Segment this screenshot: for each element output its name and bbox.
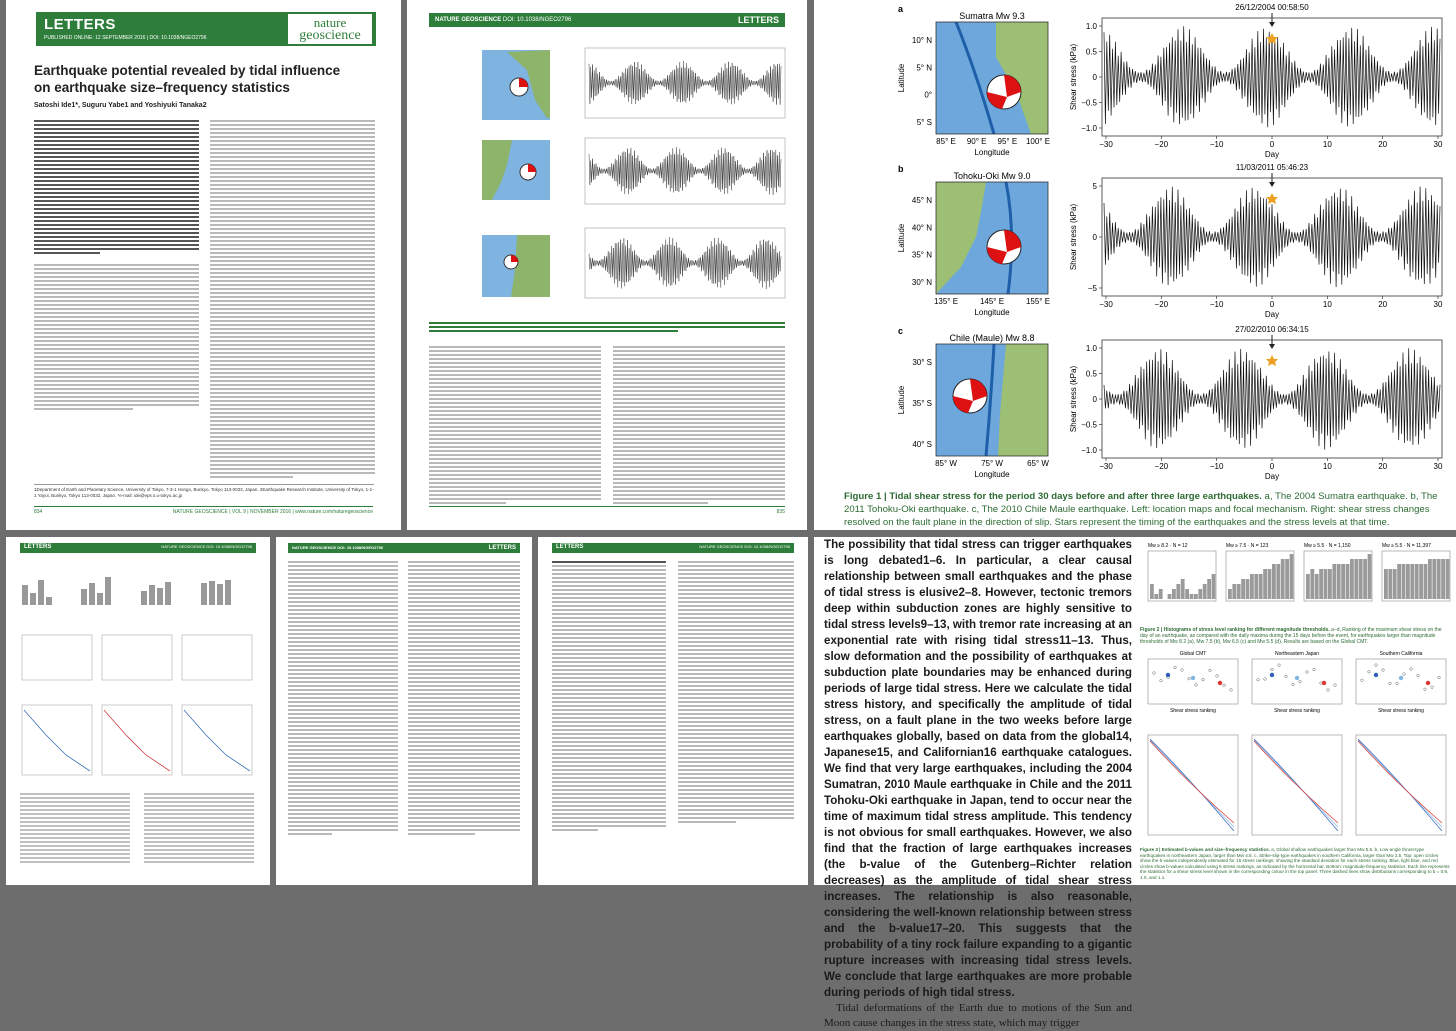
lon-tick: 100° E <box>1025 137 1051 146</box>
region-title: Southern California <box>1379 651 1423 657</box>
y-tick: −0.5 <box>1081 420 1097 430</box>
panel-c <box>897 325 1443 481</box>
stress-plot <box>1069 178 1443 319</box>
hist-bar <box>1276 564 1280 599</box>
lon-tick: 155° E <box>1025 297 1051 306</box>
x-tick: 30 <box>1433 300 1443 309</box>
y-tick: 0 <box>1092 233 1097 242</box>
fig2-caption-rest: a–d, Ranking of the maximum shear stress on the day of an earthquake, as compared with the daily maxima during the 15 days before the event, for earthquakes larger than magnitude thresholds of Mw 8.2 (a), Mw 7.5 (b), Mw 6.5 (c) and Mw 5.5 (d). Results are based on the Global CMT. <box>1140 627 1442 645</box>
hist-bar <box>1393 569 1397 599</box>
star-icon <box>1266 355 1278 366</box>
x-tick: 0 <box>1269 300 1275 309</box>
lat-tick: 30° N <box>911 278 932 287</box>
banner-doi: PUBLISHED ONLINE: 12 SEPTEMBER 2016 | DOI: 10.1038/NGEO2796 <box>44 35 207 41</box>
page2-number: 835 <box>776 509 785 515</box>
histogram-4 <box>1382 543 1450 601</box>
stress-plot <box>1069 340 1443 481</box>
b-value-marker <box>1285 675 1288 678</box>
figure-1-thumbnail <box>407 30 807 350</box>
page-837 <box>276 537 532 885</box>
b-value-marker <box>1431 686 1434 689</box>
map-xlabel: Longitude <box>974 148 1010 157</box>
event-datetime: 27/02/2010 06:34:15 <box>1235 325 1309 334</box>
journal-logo <box>287 13 373 45</box>
figure-3-caption <box>1140 847 1450 881</box>
author-list: Satoshi Ide1*, Suguru Yabe1 and Yoshiyuki Tanaka2 <box>34 102 207 109</box>
lat-tick: 40° N <box>911 223 932 233</box>
hist-bar <box>1154 594 1158 599</box>
hist-bar <box>1246 579 1250 599</box>
b-value-marker <box>1389 682 1392 685</box>
x-tick: −30 <box>1099 140 1113 149</box>
lon-tick: 95° E <box>997 137 1018 146</box>
caption-bold: Figure 1 | Tidal shear stress for the period 30 days before and after three large earthquakes. <box>844 491 1262 502</box>
hist-bar <box>1241 579 1245 599</box>
x-tick: 0 <box>1269 140 1275 149</box>
b-value-marker <box>1153 672 1156 675</box>
hist-bar <box>1388 569 1392 599</box>
hist-bar <box>1341 564 1345 599</box>
hist-bar <box>1250 574 1254 599</box>
fig2-caption-bold: Figure 2 | Histograms of stress level ranking for different magnitude thresholds. <box>1140 627 1330 633</box>
banner-journal: NATURE GEOSCIENCE <box>435 17 502 23</box>
hist-bar <box>1402 564 1406 599</box>
y-tick: −1.0 <box>1081 446 1097 455</box>
arrow-head <box>1269 344 1275 349</box>
hist-bar <box>1437 559 1441 599</box>
arrow-head <box>1269 182 1275 187</box>
hist-bar <box>1441 559 1445 599</box>
event-datetime: 26/12/2004 00:58:50 <box>1235 3 1309 12</box>
b-value-marker <box>1195 684 1198 687</box>
y-tick: 0 <box>1092 395 1097 404</box>
lat-tick: 0° <box>924 90 932 100</box>
x-tick: −20 <box>1154 462 1169 471</box>
b-value-marker <box>1271 668 1274 671</box>
hist-bar <box>1432 559 1436 599</box>
b-value-marker <box>1292 683 1295 686</box>
b-value-marker <box>1313 668 1316 671</box>
zoomed-abstract <box>814 537 1456 1029</box>
page-838 <box>538 537 808 885</box>
hist-bar <box>1259 574 1263 599</box>
hist-bar <box>1324 569 1328 599</box>
x-tick: −10 <box>1209 140 1224 149</box>
histogram-1 <box>1148 543 1216 601</box>
title-line-1: Earthquake potential revealed by tidal influence <box>34 63 341 78</box>
lat-tick: 30° S <box>912 358 932 367</box>
hist-bar <box>1232 584 1236 599</box>
abstract-bold: The possibility that tidal stress can trigger earthquakes is long debated1–6. In particular, a clear causal relationship between small earthquakes and the phase of tidal stress is elusive2–8. However, tectonic tremors deep within subduction zones are highly sensitive to tidal stress levels9–13, with tremor rate increasing at an exponential rate with rising tidal stress11–13. Thus, slow deformation and the possibility of earthquakes at subduction plate boundaries may be enhanced during periods of large tidal stress. Here we calculate the tidal stress history, and specifically the amplitude of tidal stress, on a fault plane in the two weeks before large earthquakes globally, based on data from the global14, Japanese15, and Californian16 earthquake catalogues. We find that very large earthquakes, including the 2004 Sumatran, 2010 Maule earthquake in Chile and the 2011 Tohoku-Oki earthquake in Japan, tend to occur near the time of maximum tidal stress amplitude. This tendency is not obvious for small earthquakes. However, we also find that the fraction of large earthquakes increases (the b-value of the Gutenberg–Richter relation decreases) as the amplitude of tidal shear stress increases. The relationship is also reasonable, considering the well-known relationship between stress and the b-value17–20. This suggests that the probability of a tiny rock failure expanding to a gigantic rupture increases with increasing tidal stress levels. We conclude that large earthquakes are more probable during periods of high tidal stress. <box>824 538 1133 999</box>
lon-tick: 135° E <box>933 297 959 306</box>
p5-banner <box>552 543 794 553</box>
hist-bar <box>1406 564 1410 599</box>
title-line-2: on earthquake size–frequency statistics <box>34 80 290 95</box>
p4-banner-doi: NATURE GEOSCIENCE DOI: 10.1038/NGEO2796 <box>292 545 384 550</box>
hist-bar <box>1346 564 1350 599</box>
p5-banner-letters: LETTERS <box>556 544 584 550</box>
fig3-caption-bold: Figure 3 | Estimated b-values and size–frequency statistics. <box>1140 847 1270 852</box>
p3-banner <box>20 543 256 553</box>
b-value-marker <box>1403 673 1406 676</box>
y-tick: 0.5 <box>1085 369 1097 379</box>
x-label: Day <box>1264 150 1280 159</box>
b-value-marker <box>1223 684 1226 687</box>
body-start: Tidal deformations of the Earth due to motions of the Sun and Moon cause changes in the stress state, which may trigger <box>824 1002 1132 1029</box>
map-ylabel: Latitude <box>897 385 906 415</box>
panel-letter: c <box>898 326 904 336</box>
b-value-marker <box>1160 679 1163 682</box>
page2-banner <box>429 13 785 27</box>
hist-bar <box>1290 554 1294 599</box>
hist-bar <box>1384 569 1388 599</box>
lat-tick: 45° N <box>911 196 932 205</box>
lat-tick: 35° N <box>911 250 932 260</box>
page-836 <box>6 537 270 885</box>
lon-tick: 145° E <box>979 297 1005 306</box>
hist-bar <box>1176 584 1180 599</box>
affiliations: 1Department of Earth and Planetary Science, University of Tokyo, 7-3-1 Hongo, Bunkyo, Tokyo 113-0033, Japan. 2Earthquake Research Institute, University of Tokyo, 1-1-1 Yayoi, Bunkyo, Tokyo 113-0032, Japan. *e-mail: ide@eps.s.u-tokyo.ac.jp <box>34 484 374 499</box>
hist-bar <box>1306 574 1310 599</box>
p3-banner-letters: LETTERS <box>24 544 52 550</box>
hist-bar <box>1424 564 1428 599</box>
figure-1-caption <box>844 490 1444 529</box>
hist-bar <box>1198 589 1202 599</box>
hist-bar <box>1185 589 1189 599</box>
hist-bar <box>1428 559 1432 599</box>
region-title: Global CMT <box>1179 651 1207 657</box>
map-title: Sumatra Mw 9.3 <box>959 11 1025 21</box>
lon-tick: 75° W <box>981 459 1003 468</box>
journal-logo-bottom: geoscience <box>299 28 361 43</box>
x-tick: −20 <box>1154 140 1169 149</box>
abstract-column <box>34 120 199 412</box>
lat-tick: 10° N <box>911 36 932 45</box>
b-value-marker <box>1417 674 1420 677</box>
hist-bar <box>1194 594 1198 599</box>
hist-bar <box>1281 559 1285 599</box>
size-frequency-curve <box>1358 740 1442 827</box>
y-tick: −5 <box>1087 284 1097 293</box>
p3-figures <box>6 555 270 885</box>
hist-bar <box>1203 584 1207 599</box>
land <box>998 344 1048 456</box>
location-map <box>936 182 1048 294</box>
x-tick: −20 <box>1154 300 1169 309</box>
hist-bar <box>1354 559 1358 599</box>
footer-text: NATURE GEOSCIENCE | VOL 9 | NOVEMBER 2016 | www.nature.com/naturegeoscience <box>172 509 373 515</box>
hist-bar <box>1172 589 1176 599</box>
lon-tick: 65° W <box>1027 459 1049 468</box>
panel-letter: b <box>898 164 904 174</box>
size-frequency-curve <box>1150 740 1234 827</box>
hist-title: Mw ≥ 5.5 · N = 1,150 <box>1304 543 1351 549</box>
hist-bar <box>1363 559 1367 599</box>
x-tick: 0 <box>1269 462 1275 471</box>
hist-bar <box>1263 569 1267 599</box>
p5-methods-column <box>552 561 666 833</box>
p5-methods-column-2 <box>678 561 794 825</box>
fig3-caption-rest: a, Global shallow earthquakes larger than Mw 5.5. b, Low-angle thrust-type earthquakes in northeastern Japan, larger than Mw 4.5. c, Strike-slip-type earthquakes in southern California, larger than Mw 2.5. Top: open circles show the b-values independently estimated for 15 stress rankings, showing the standard deviation for each stress ranking. Blue, light blue, and red circles show b-values calculated using 5 stress rankings, as indicated by the horizontal bar. Bottom: magnitude-frequency statistics. Each line represents the statistics for a shear stress level shown in the corresponding colour in the top panel. Three dashed lines show distributions corresponding to b = 0.9, 1.0, and 1.1. <box>1140 847 1450 880</box>
hist-bar <box>1419 564 1423 599</box>
lat-tick: 5° S <box>916 118 932 127</box>
hist-bar <box>1207 579 1211 599</box>
hist-bar <box>1228 589 1232 599</box>
hist-bar <box>1272 564 1276 599</box>
y-label: Shear stress (kPa) <box>1069 203 1078 271</box>
hist-bar <box>1310 569 1314 599</box>
hist-bar <box>1319 569 1323 599</box>
bvalue-panel-1 <box>1148 651 1238 835</box>
hist-bar <box>1337 564 1341 599</box>
x-tick: 10 <box>1322 462 1332 471</box>
page-835 <box>407 0 807 530</box>
panel-letter: a <box>898 4 904 14</box>
figure-1-large <box>814 0 1456 500</box>
hist-title: Mw ≥ 5.5 · N = 11,397 <box>1382 543 1431 549</box>
map-ylabel: Latitude <box>897 63 906 93</box>
lat-tick: 35° S <box>912 399 932 408</box>
y-tick: −0.5 <box>1081 98 1097 108</box>
location-map <box>936 22 1048 134</box>
b-value-marker <box>1438 676 1441 679</box>
hist-bar <box>1328 569 1332 599</box>
hist-bar <box>1446 559 1450 599</box>
b-value-marker <box>1382 669 1385 672</box>
figure-1-caption-thumb <box>429 322 785 334</box>
y-tick: 1.0 <box>1085 344 1097 353</box>
figure-3-bvalues <box>1140 647 1456 867</box>
b-value-marker <box>1396 682 1399 685</box>
hist-bar <box>1415 564 1419 599</box>
map-title: Chile (Maule) Mw 8.8 <box>949 333 1035 343</box>
panel-a <box>897 3 1443 159</box>
b-value-marker <box>1188 677 1191 680</box>
hist-bar <box>1368 554 1372 599</box>
hist-bar <box>1150 584 1154 599</box>
p5-banner-doi: NATURE GEOSCIENCE DOI: 10.1038/NGEO2796 <box>699 544 790 549</box>
panel-b <box>897 163 1443 319</box>
hist-bar <box>1159 589 1163 599</box>
b-value-marker <box>1424 688 1427 691</box>
x-tick: 10 <box>1322 300 1332 309</box>
page-footer <box>34 506 373 516</box>
abstract-text <box>824 537 1132 1031</box>
size-frequency-curve <box>1254 740 1338 827</box>
hist-bar <box>1359 559 1363 599</box>
figure-2-caption <box>1140 627 1450 645</box>
zoomed-figure-1 <box>814 0 1456 530</box>
bvalue-panel-3 <box>1356 651 1446 835</box>
region-title: Northeastern Japan <box>1275 651 1319 657</box>
x-tick: 30 <box>1433 140 1443 149</box>
x-tick: −10 <box>1209 300 1224 309</box>
b-value-marker <box>1299 680 1302 683</box>
b-value-marker <box>1202 678 1205 681</box>
stress-plot <box>1069 18 1443 159</box>
hist-bar <box>1285 559 1289 599</box>
x-tick: 20 <box>1378 140 1388 149</box>
map-title: Tohoku-Oki Mw 9.0 <box>953 171 1031 181</box>
hist-bar <box>1212 574 1216 599</box>
hist-bar <box>1168 594 1172 599</box>
b-value-marker <box>1216 675 1219 678</box>
b-value-marker <box>1334 684 1337 687</box>
x-tick: 10 <box>1322 140 1332 149</box>
y-label: Shear stress (kPa) <box>1069 43 1078 111</box>
banner-label: LETTERS <box>44 16 116 33</box>
hist-title: Mw ≥ 7.5 · N = 123 <box>1226 543 1269 549</box>
page-834 <box>6 0 401 530</box>
x-tick: −30 <box>1099 300 1113 309</box>
b-value-marker <box>1257 678 1260 681</box>
lon-tick: 90° E <box>966 137 987 146</box>
b-value-marker <box>1327 689 1330 692</box>
hist-bar <box>1254 574 1258 599</box>
event-datetime: 11/03/2011 05:46:23 <box>1235 163 1309 172</box>
b-value-marker <box>1174 666 1177 669</box>
page2-footer <box>429 506 785 516</box>
hist-bar <box>1350 559 1354 599</box>
hist-title: Mw ≥ 8.2 · N = 12 <box>1148 543 1188 549</box>
lon-tick: 85° W <box>935 459 957 468</box>
hist-bar <box>1237 584 1241 599</box>
p4-references <box>408 561 520 837</box>
caption-rest: a, The 2004 Sumatra earthquake. b, The 2011 Tohoku-Oki earthquake. c, The 2010 Chile Maule earthquake. Left: location maps and focal mechanism. Right: shear stress changes resolved on the fault plane in the direction of slip. Stars represent the timing of the earthquakes and the stress levels at that time. <box>844 491 1438 528</box>
y-tick: 0.5 <box>1085 47 1097 57</box>
map-xlabel: Longitude <box>974 470 1010 479</box>
journal-logo-top: nature <box>313 15 347 30</box>
p4-banner-letters: LETTERS <box>488 545 516 551</box>
y-label: Shear stress (kPa) <box>1069 365 1078 433</box>
p4-left-column <box>288 561 398 837</box>
x-tick: −10 <box>1209 462 1224 471</box>
hist-bar <box>1315 574 1319 599</box>
page-number: 834 <box>34 509 43 515</box>
location-map <box>936 344 1048 456</box>
y-tick: 5 <box>1092 182 1097 191</box>
fig3-xlabel: Shear stress ranking <box>1170 708 1216 714</box>
page2-left-column <box>429 346 601 506</box>
y-tick: −1.0 <box>1081 124 1097 133</box>
b-value-marker <box>1181 669 1184 672</box>
y-tick: 0 <box>1092 73 1097 82</box>
hist-bar <box>1181 579 1185 599</box>
b-value-marker <box>1264 678 1267 681</box>
x-tick: 20 <box>1378 462 1388 471</box>
body-column <box>210 120 375 480</box>
b-value-marker <box>1209 669 1212 672</box>
b-value-marker <box>1410 668 1413 671</box>
star-icon <box>1266 193 1278 204</box>
hist-bar <box>1190 594 1194 599</box>
x-label: Day <box>1264 472 1280 481</box>
hist-bar <box>1397 564 1401 599</box>
b-value-marker <box>1230 689 1233 692</box>
bvalue-panel-2 <box>1252 651 1342 835</box>
hist-bar <box>1410 564 1414 599</box>
banner-letters: LETTERS <box>737 15 779 25</box>
lon-tick: 85° E <box>936 137 956 146</box>
b-value-marker <box>1306 671 1309 674</box>
figure-2-histograms <box>1140 539 1456 639</box>
x-tick: −30 <box>1099 462 1113 471</box>
article-title <box>34 62 379 96</box>
banner-doi: DOI: 10.1038/NGEO2796 <box>502 17 572 23</box>
b-value-marker <box>1375 664 1378 667</box>
b-value-marker <box>1278 664 1281 667</box>
page2-right-column <box>613 346 785 506</box>
lat-tick: 5° N <box>916 63 932 73</box>
histogram-3 <box>1304 543 1372 601</box>
p3-banner-doi: NATURE GEOSCIENCE DOI: 10.1038/NGEO2796 <box>161 544 252 549</box>
map-ylabel: Latitude <box>897 223 906 253</box>
x-tick: 20 <box>1378 300 1388 309</box>
b-value-marker <box>1361 679 1364 682</box>
histogram-2 <box>1226 543 1294 601</box>
arrow-head <box>1269 22 1275 27</box>
lat-tick: 40° S <box>912 440 932 449</box>
fig3-xlabel: Shear stress ranking <box>1274 708 1320 714</box>
thumb-wave-c <box>589 237 781 289</box>
hist-bar <box>1332 564 1336 599</box>
map-xlabel: Longitude <box>974 308 1010 317</box>
fig3-xlabel: Shear stress ranking <box>1378 708 1424 714</box>
thumb-wave-a <box>589 61 781 105</box>
x-tick: 30 <box>1433 462 1443 471</box>
p4-banner <box>288 543 520 553</box>
b-value-marker <box>1368 670 1371 673</box>
hist-bar <box>1268 569 1272 599</box>
x-label: Day <box>1264 310 1280 319</box>
thumb-wave-b <box>589 147 781 195</box>
y-tick: 1.0 <box>1085 22 1097 31</box>
